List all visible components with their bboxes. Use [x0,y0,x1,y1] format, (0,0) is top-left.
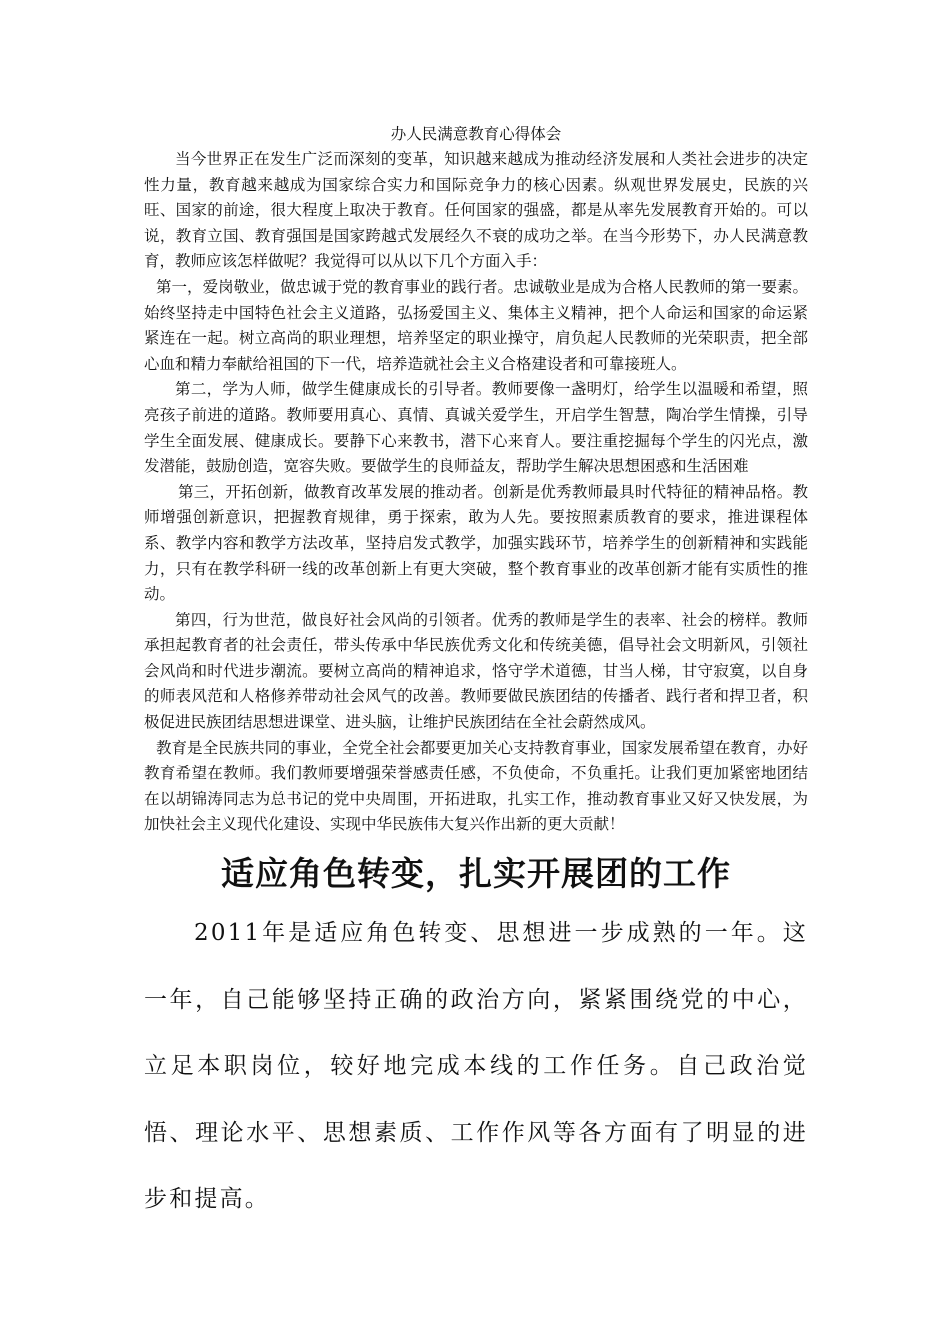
essay-title: 办人民满意教育心得体会 [390,125,562,143]
section-body: 2011年是适应角色转变、思想进一步成熟的一年。这一年，自己能够坚持正确的政治方向，紧紧围绕党的中心，立足本职岗位，较好地完成本线的工作任务。自己政治觉悟、理论水平、思想素质、工作作风等各方面有了明显的进步和提高。 [144,920,808,1212]
section-title: 适应角色转变，扎实开展团的工作 [221,854,731,893]
essay-paragraph-first: 第一，爱岗敬业，做忠诚于党的教育事业的践行者。忠诚敬业是成为合格人民教师的第一要素。始终坚持走中国特色社会主义道路，弘扬爱国主义、集体主义精神，把个人命运和国家的命运紧紧连在一起。树立高尚的职业理想，培养坚定的职业操守，肩负起人民教师的光荣职责，把全部心血和精力奉献给祖国的下一代，培养造就社会主义合格建设者和可靠接班人。 [144,277,808,373]
section [144,848,808,1233]
essay-paragraph-intro: 当今世界正在发生广泛而深刻的变革，知识越来越成为推动经济发展和人类社会进步的决定性力量，教育越来越成为国家综合实力和国际竞争力的核心因素。纵观世界发展史，民族的兴旺、国家的前途，很大程度上取决于教育。任何国家的强盛，都是从率先发展教育开始的。可以说，教育立国、教育强国是国家跨越式发展经久不衰的成功之举。在当今形势下，办人民满意教育，教师应该怎样做呢？我觉得可以从以下几个方面入手： [144,150,808,271]
essay-paragraph-second: 第二，学为人师，做学生健康成长的引导者。教师要像一盏明灯，给学生以温暖和希望，照亮孩子前进的道路。教师要用真心、真情、真诚关爱学生，开启学生智慧，陶冶学生情操，引导学生全面发展、健康成长。要静下心来教书，潜下心来育人。要注重挖掘每个学生的闪光点，激发潜能，鼓励创造，宽容失败。要做学生的良师益友，帮助学生解决思想困惑和生活困难 [144,380,808,476]
essay-paragraph-third: 第三，开拓创新，做教育改革发展的推动者。创新是优秀教师最具时代特征的精神品格。教师增强创新意识，把握教育规律，勇于探索，敢为人先。要按照素质教育的要求，推进课程体系、教学内容和教学方法改革，坚持启发式教学，加强实践环节，培养学生的创新精神和实践能力，只有在教学科研一线的改革创新上有更大突破，整个教育事业的改革创新才能有实质性的推动。 [144,482,808,604]
essay [144,121,808,838]
essay-paragraph-conclusion: 教育是全民族共同的事业，全党全社会都要更加关心支持教育事业，国家发展希望在教育，办好教育希望在教师。我们教师要增强荣誉感责任感，不负使命，不负重托。让我们更加紧密地团结在以胡锦涛同志为总书记的党中央周围，开拓进取，扎实工作，推动教育事业又好又快发展，为加快社会主义现代化建设、实现中华民族伟大复兴作出新的更大贡献！ [144,738,808,834]
essay-paragraph-fourth: 第四，行为世范，做良好社会风尚的引领者。优秀的教师是学生的表率、社会的榜样。教师承担起教育者的社会责任，带头传承中华民族优秀文化和传统美德，倡导社会文明新风，引领社会风尚和时代进步潮流。要树立高尚的精神追求，恪守学术道德，甘当人梯，甘守寂寞，以自身的师表风范和人格修养带动社会风气的改善。教师要做民族团结的传播者、践行者和捍卫者，积极促进民族团结思想进课堂、进头脑，让维护民族团结在全社会蔚然成风。 [144,610,808,732]
